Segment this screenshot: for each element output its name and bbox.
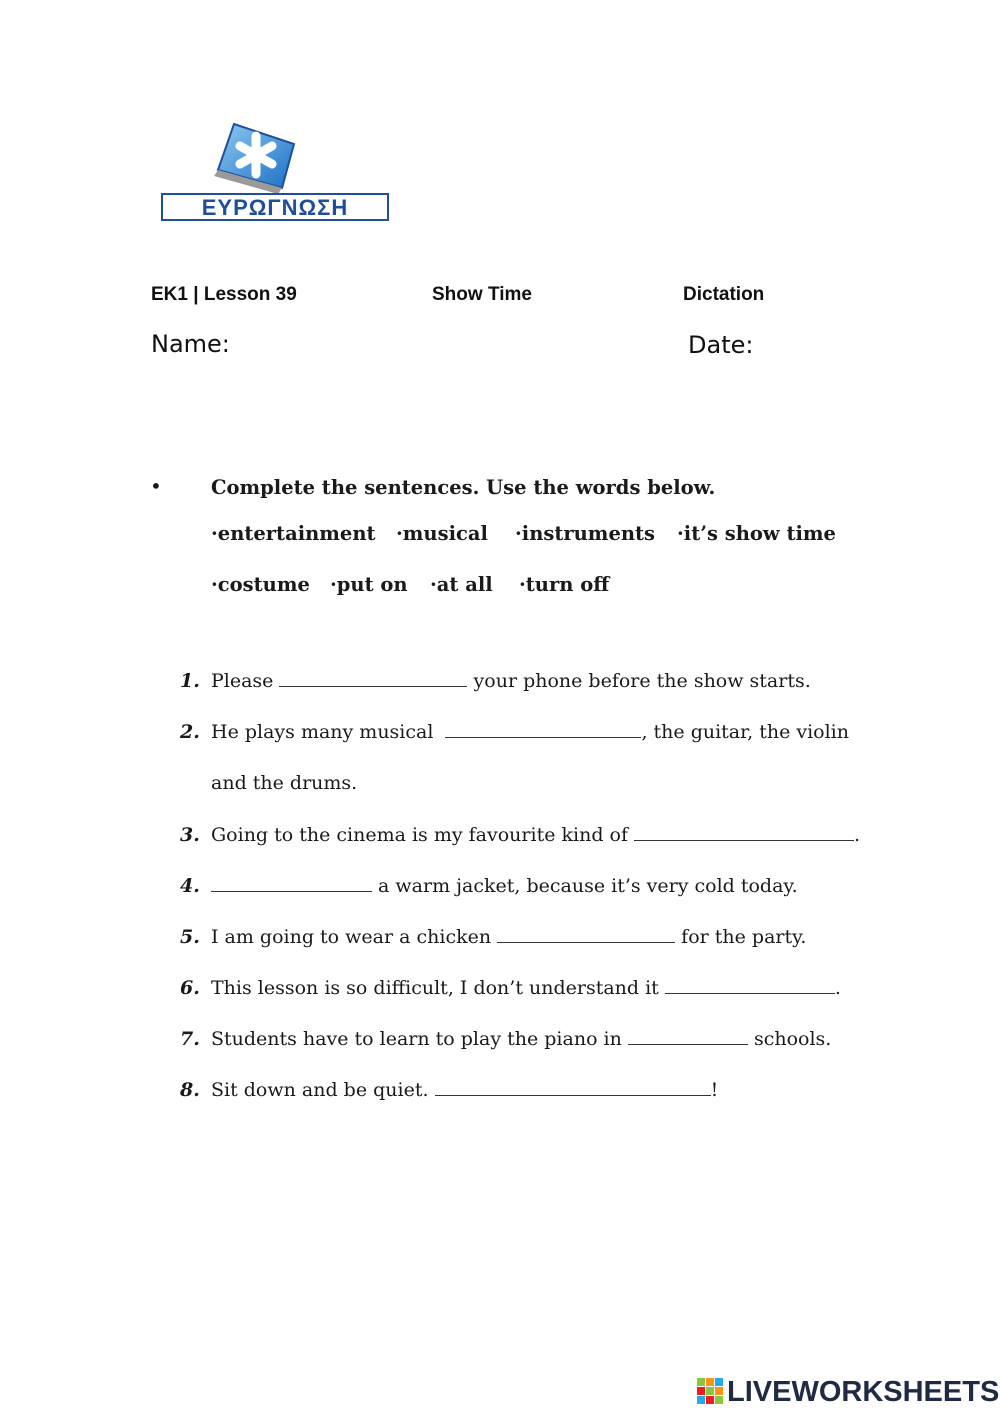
sentence-number: 4. [180,875,200,897]
worksheet-type: Dictation [683,284,765,305]
answer-blank[interactable] [628,1028,748,1045]
lesson-topic: Show Time [432,284,532,305]
liveworksheets-watermark [697,1376,999,1409]
sentence-text-before: Please [211,670,274,692]
sentence-3 [211,824,860,846]
answer-blank[interactable] [497,926,675,943]
bullet-point: • [150,474,162,498]
word-bank-item: ·at all [430,573,493,596]
sentence-5 [211,926,806,948]
sentence-text-after: , the guitar, the violin [641,721,849,743]
word-bank-item: ·it’s show time [677,522,836,545]
course-lesson: EK1 | Lesson 39 [151,284,297,305]
sentence-text-before: Going to the cinema is my favourite kind of [211,824,628,846]
name-label: Name: [151,330,230,358]
sentence-number: 8. [180,1079,200,1101]
word-bank-item: ·entertainment [211,522,376,545]
sentence-1 [211,670,811,692]
sentence-text-after: . [854,824,861,846]
sentence-text-before: Students have to learn to play the piano in [211,1028,622,1050]
word-bank-item: ·put on [330,573,408,596]
sentence-text-after: for the party. [681,926,807,948]
sentence-text-before: Sit down and be quiet. [211,1079,429,1101]
sentence-2-continuation: and the drums. [211,772,358,794]
sentence-number: 5. [180,926,200,948]
sentence-6 [211,977,841,999]
word-bank-item: ·musical [396,522,488,545]
answer-blank[interactable] [445,721,641,738]
sentence-7 [211,1028,831,1050]
word-bank-item: ·turn off [519,573,610,596]
sentence-2 [211,721,849,743]
publisher-logo [160,122,392,222]
answer-blank[interactable] [665,977,835,994]
sentence-number: 6. [180,977,200,999]
sentence-8 [211,1079,718,1101]
sentence-text-before: This lesson is so difficult, I don’t understand it [211,977,659,999]
sentence-text-before: I am going to wear a chicken [211,926,492,948]
sentence-number: 7. [180,1028,200,1050]
sentence-number: 1. [180,670,200,692]
sentence-text-before: He plays many musical [211,721,434,743]
answer-blank[interactable] [634,824,854,841]
watermark-text: LIVEWORKSHEETS [727,1376,1000,1408]
word-bank-item: ·costume [211,573,310,596]
instruction-text: Complete the sentences. Use the words below. [211,476,716,499]
word-bank-item: ·instruments [515,522,656,545]
answer-blank[interactable] [279,670,467,687]
answer-blank[interactable] [211,875,372,892]
sentence-text-after: . [834,977,841,999]
sentence-text-after: your phone before the show starts. [473,670,811,692]
sentence-text-after: a warm jacket, because it’s very cold today. [378,875,798,897]
answer-blank[interactable] [435,1079,711,1096]
sentence-text-after: ! [710,1079,719,1101]
liveworksheets-logo-icon [697,1378,723,1408]
sentence-number: 3. [180,824,200,846]
date-label: Date: [688,331,754,359]
sentence-number: 2. [180,721,200,743]
sentence-4 [211,875,798,897]
logo-text: ΕΥΡΩΓΝΩΣΗ [201,195,349,220]
sentence-text-after: schools. [753,1028,832,1050]
